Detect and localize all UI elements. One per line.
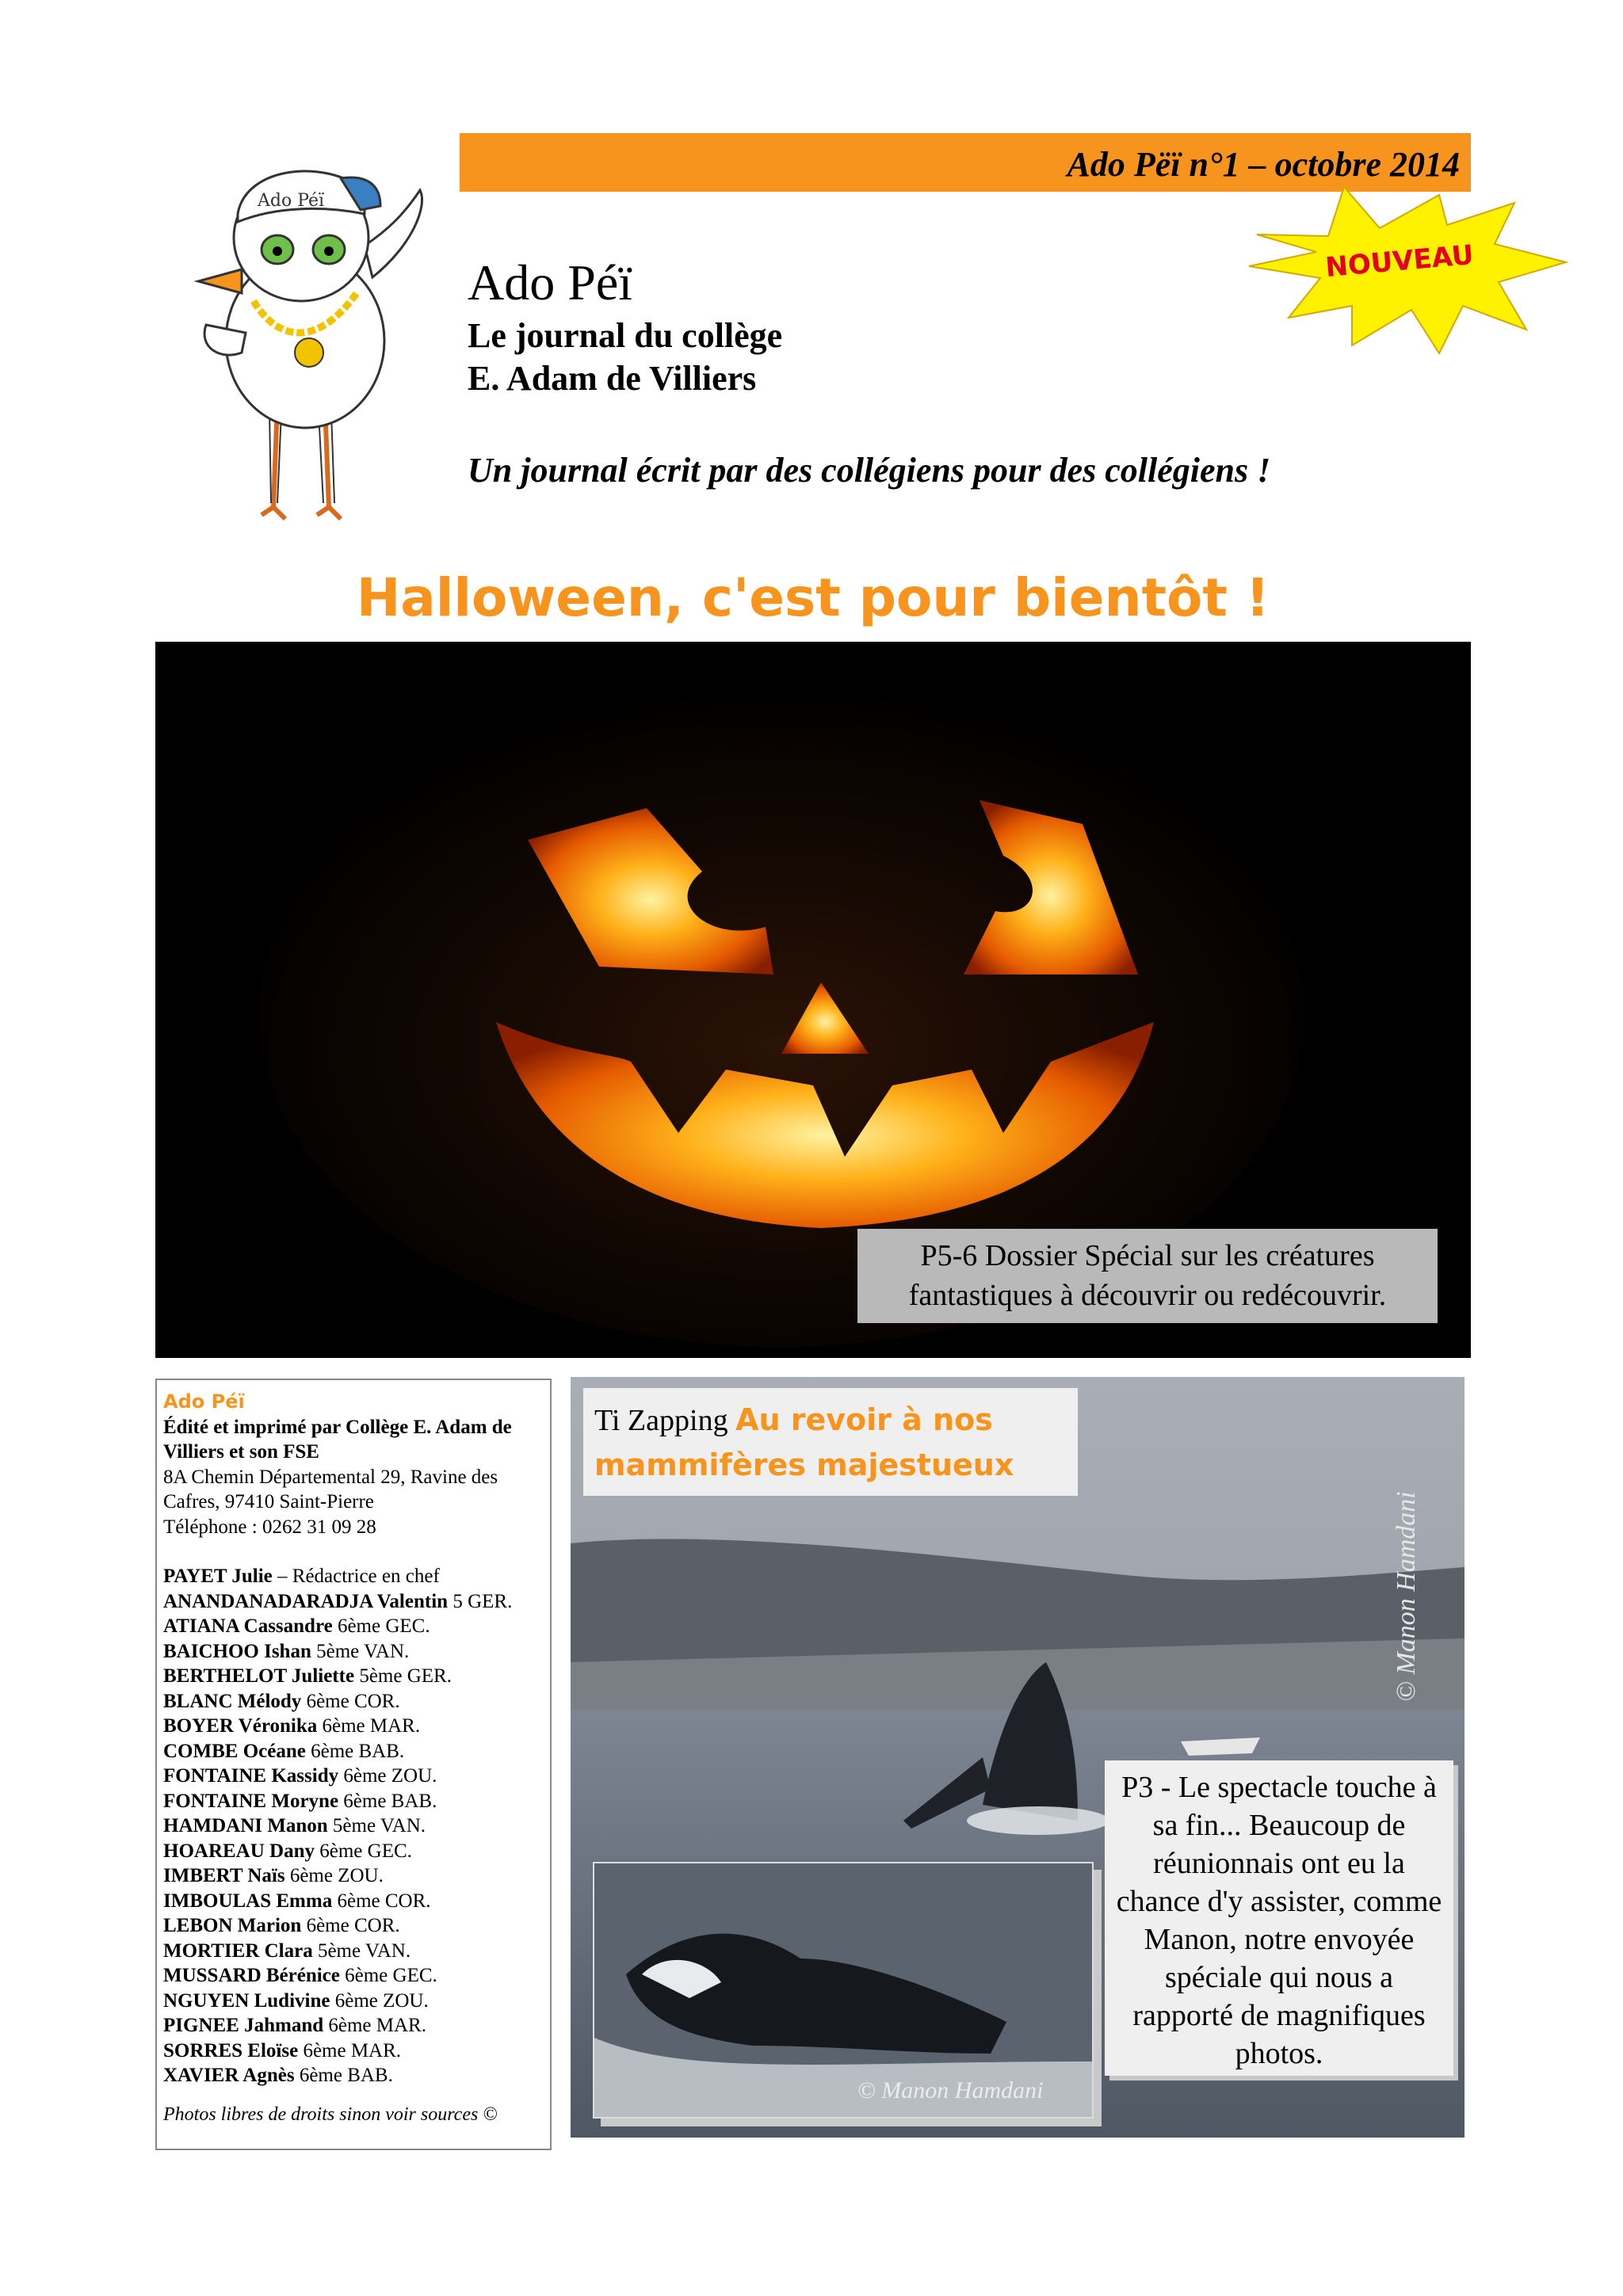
new-badge-label: NOUVEAU [1323, 238, 1476, 284]
zapping-box [583, 1388, 1078, 1496]
staff-class: 6ème GEC. [315, 1840, 412, 1862]
newspaper-tagline: Un journal écrit par des collégiens pour des collégiens ! [468, 451, 1271, 490]
staff-name: PIGNEE Jahmand [163, 2015, 324, 2036]
staff-name: BERTHELOT Juliette [163, 1665, 355, 1687]
staff-name: HAMDANI Manon [163, 1815, 328, 1836]
newspaper-title: Ado Péï [468, 254, 632, 311]
staff-member [163, 1664, 544, 1689]
staff-class: 6ème ZOU. [330, 1989, 429, 2012]
colophon-address: 8A Chemin Départemental 29, Ravine des Cafres, 97410 Saint-Pierre [163, 1466, 498, 1512]
editor-role: – Rédactrice en chef [272, 1566, 440, 1587]
staff-class: 6ème GEC. [339, 1965, 437, 1986]
zapping-prefix: Ti Zapping [594, 1404, 736, 1437]
colophon-editor [163, 1564, 544, 1589]
pumpkin-photo [155, 642, 1471, 1358]
staff-name: BOYER Véronika [163, 1715, 318, 1737]
staff-class: 6ème COR. [301, 1915, 400, 1936]
colophon-phone: Téléphone : 0262 31 09 28 [163, 1516, 376, 1538]
staff-class: 5 GER. [448, 1590, 513, 1612]
staff-member [163, 2013, 544, 2039]
staff-class: 6ème BAB. [305, 1740, 405, 1762]
staff-class: 6ème COR. [332, 1890, 431, 1912]
colophon-footer: Photos libres de droits sinon voir sources © [163, 2103, 498, 2125]
editor-name: PAYET Julie [163, 1566, 273, 1587]
staff-member [163, 1614, 544, 1639]
pumpkin-caption-line2: fantastiques à découvrir ou redécouvrir. [908, 1278, 1387, 1312]
staff-class: 6ème COR. [301, 1690, 400, 1712]
staff-member [163, 1889, 544, 1914]
staff-member [163, 1764, 544, 1789]
staff-name: ANANDANADARADJA Valentin [163, 1590, 449, 1612]
staff-class: 6ème ZOU. [285, 1865, 384, 1886]
staff-name: FONTAINE Moryne [163, 1790, 339, 1812]
staff-name: ATIANA Cassandre [163, 1615, 333, 1637]
staff-class: 6ème BAB. [338, 1790, 437, 1812]
photo-credit-inset: © Manon Hamdani [857, 2077, 1044, 2103]
colophon-brand: Ado Péï [163, 1390, 245, 1413]
colophon-box [155, 1379, 552, 2150]
mascot-cap-text: Ado Péï [258, 191, 325, 211]
staff-name: IMBERT Naïs [163, 1865, 285, 1886]
staff-class: 6ème GEC. [332, 1615, 430, 1637]
staff-member [163, 2039, 544, 2064]
issue-label: Ado Pëï n°1 – octobre 2014 [1067, 145, 1460, 184]
staff-member [163, 1739, 544, 1764]
mascot-bird-drawing [182, 143, 444, 539]
staff-class: 6ème MAR. [323, 2015, 426, 2036]
staff-name: FONTAINE Kassidy [163, 1765, 339, 1787]
staff-member [163, 1963, 544, 1989]
staff-name: HOAREAU Dany [163, 1840, 315, 1862]
main-headline: Halloween, c'est pour bientôt ! [356, 567, 1270, 628]
staff-member [163, 1814, 544, 1839]
staff-class: 5ème GER. [354, 1665, 452, 1687]
staff-member [163, 1989, 544, 2014]
staff-member [163, 1639, 544, 1665]
staff-class: 6ème ZOU. [338, 1765, 437, 1787]
staff-class: 5ème VAN. [312, 1939, 411, 1962]
staff-member [163, 1913, 544, 1939]
photo-credit-vertical: © Manon Hamdani [1392, 1491, 1421, 1702]
staff-class: 6ème BAB. [294, 2065, 393, 2086]
staff-name: COMBE Océane [163, 1740, 306, 1762]
staff-member [163, 1789, 544, 1814]
staff-name: BLANC Mélody [163, 1690, 302, 1712]
staff-member [163, 1839, 544, 1864]
zapping-title: Au revoir à nos mammifères majestueux [594, 1402, 1014, 1482]
staff-member [163, 1689, 544, 1714]
staff-name: SORRES Eloïse [163, 2039, 299, 2061]
staff-name: BAICHOO Ishan [163, 1640, 311, 1662]
staff-name: LEBON Marion [163, 1915, 302, 1936]
staff-list [163, 1589, 544, 2088]
newspaper-subtitle-line2: E. Adam de Villiers [468, 359, 757, 398]
staff-member [163, 2063, 544, 2088]
staff-name: XAVIER Agnès [163, 2065, 295, 2086]
staff-member [163, 1714, 544, 1739]
staff-member [163, 1863, 544, 1889]
staff-class: 6ème MAR. [317, 1715, 421, 1737]
colophon-publisher: Édité et imprimé par Collège E. Adam de Villiers et son FSE [163, 1416, 512, 1463]
pumpkin-caption-line1: P5-6 Dossier Spécial sur les créatures [920, 1239, 1375, 1273]
staff-class: 5ème VAN. [311, 1640, 410, 1662]
staff-name: MORTIER Clara [163, 1939, 313, 1962]
staff-class: 5ème VAN. [327, 1815, 426, 1836]
pumpkin-caption [857, 1229, 1438, 1323]
staff-member [163, 1589, 544, 1615]
staff-name: MUSSARD Bérénice [163, 1965, 340, 1986]
staff-name: IMBOULAS Emma [163, 1890, 333, 1912]
staff-name: NGUYEN Ludivine [163, 1989, 330, 2012]
whale-caption: P3 - Le spectacle touche à sa fin... Beaucoup de réunionnais ont eu la chance d'y assister, comme Manon, notre envoyée spéciale qui nous a rapporté de magnifiques photos. [1105, 1760, 1453, 2076]
staff-member [163, 1939, 544, 1964]
newspaper-subtitle-line1: Le journal du collège [468, 316, 783, 355]
staff-class: 6ème MAR. [298, 2039, 402, 2061]
